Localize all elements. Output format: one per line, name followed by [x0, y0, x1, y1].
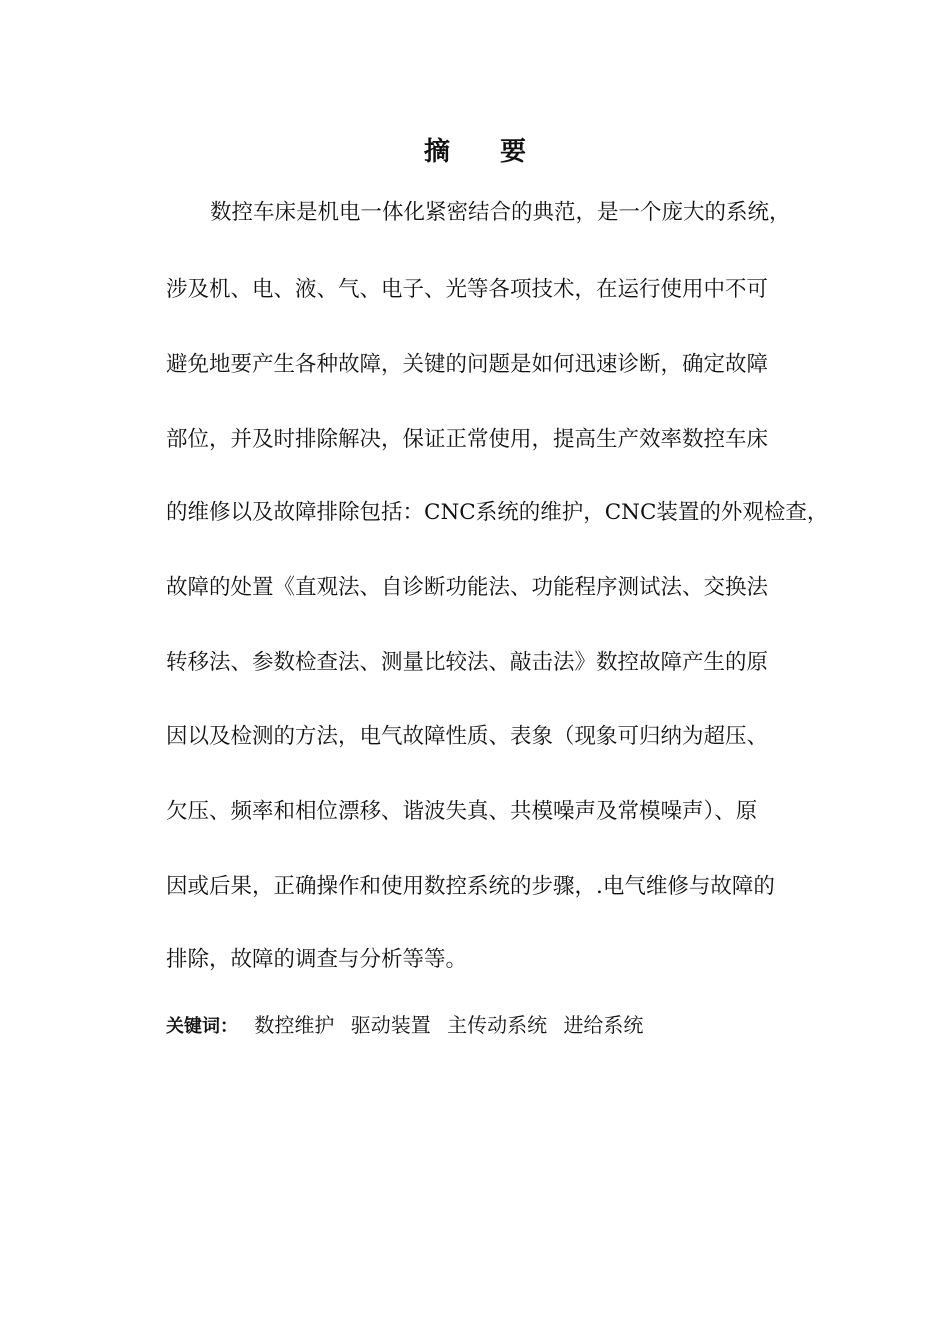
- abstract-line-10: 因或后果，正确操作和使用数控系统的步骤，.电气维修与故障的: [166, 874, 775, 899]
- abstract-line-4: 部位，并及时排除解决，保证正常使用，提高生产效率数控车床: [166, 427, 769, 452]
- keyword-item: 主传动系统: [447, 1013, 548, 1037]
- keyword-item: 数控维护: [254, 1013, 335, 1037]
- abstract-line-11: 排除，故障的调查与分析等等。: [166, 947, 468, 972]
- abstract-line-2: 涉及机、电、液、气、电子、光等各项技术，在运行使用中不可: [166, 277, 769, 302]
- keyword-item: 驱动装置: [350, 1013, 431, 1037]
- keywords-label: 关键词：: [166, 1016, 238, 1037]
- abstract-line-9: 欠压、频率和相位漂移、谐波失真、共模噪声及常模噪声）、原: [166, 799, 758, 824]
- abstract-title: [0, 132, 950, 172]
- abstract-line-3: 避免地要产生各种故障，关键的问题是如何迅速诊断，确定故障: [166, 352, 769, 377]
- abstract-line-6: 故障的处置《直观法、自诊断功能法、功能程序测试法、交换法: [166, 575, 769, 600]
- abstract-line-1: 数控车床是机电一体化紧密结合的典范，是一个庞大的系统，: [210, 200, 791, 225]
- abstract-line-8: 因以及检测的方法，电气故障性质、表象（现象可归纳为超压、: [166, 724, 769, 749]
- abstract-line-7: 转移法、参数检查法、测量比较法、敲击法》数控故障产生的原: [166, 650, 769, 675]
- abstract-line-5: 的维修以及故障排除包括：CNC系统的维护，CNC装置的外观检查，: [166, 500, 829, 525]
- title-char-1: 摘: [423, 137, 450, 167]
- title-char-2: 要: [500, 137, 527, 167]
- keywords-row: [166, 1010, 643, 1042]
- keyword-item: 进给系统: [563, 1013, 644, 1037]
